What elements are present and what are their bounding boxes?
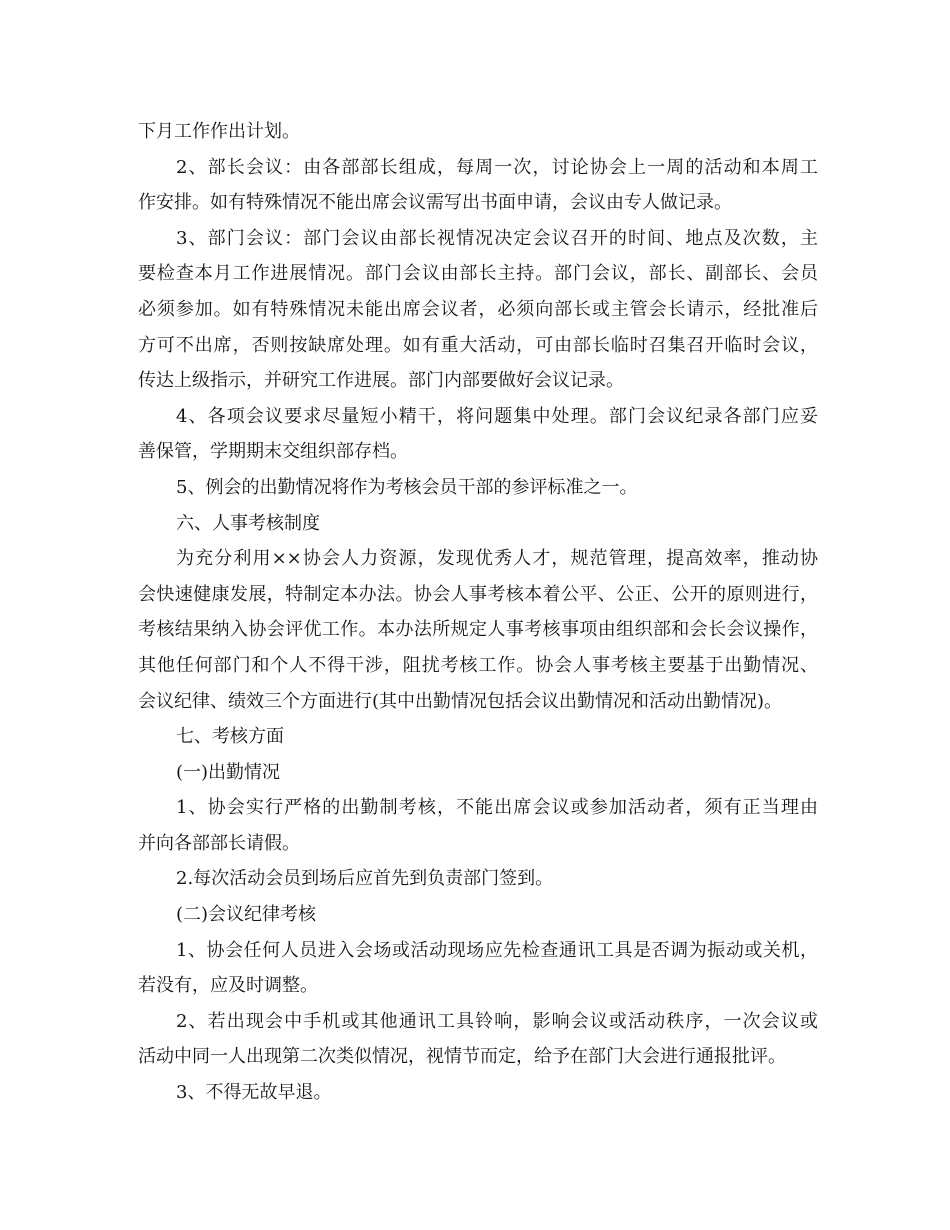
paragraph-line: 1、协会实行严格的出勤制考核，不能出席会议或参加活动者，须有正当理由 <box>176 797 818 819</box>
paragraph-line: 会快速健康发展，特制定本办法。协会人事考核本着公平、公正、公开的原则进行， <box>138 583 818 605</box>
paragraph-line: 2、若出现会中手机或其他通讯工具铃响，影响会议或活动秩序，一次会议或 <box>176 1010 818 1032</box>
paragraph-line: 1、协会任何人员进入会场或活动现场应先检查通讯工具是否调为振动或关机， <box>176 939 818 961</box>
paragraph-line: 若没有，应及时调整。 <box>138 975 318 997</box>
paragraph-line: 4、各项会议要求尽量短小精干，将问题集中处理。部门会议纪录各部门应妥 <box>176 405 818 427</box>
paragraph-line: 下月工作作出计划。 <box>138 121 300 142</box>
paragraph-line: 方可不出席，否则按缺席处理。如有重大活动，可由部长临时召集召开临时会议， <box>138 334 818 356</box>
paragraph-line: 2、部长会议：由各部部长组成，每周一次，讨论协会上一周的活动和本周工 <box>176 156 818 178</box>
paragraph-line: 要检查本月工作进展情况。部门会议由部长主持。部门会议，部长、副部长、会员 <box>138 263 818 285</box>
paragraph-line: 善保管，学期期末交组织部存档。 <box>138 441 408 463</box>
paragraph-line: 其他任何部门和个人不得干涉，阻扰考核工作。协会人事考核主要基于出勤情况、 <box>138 654 818 676</box>
paragraph-line: 2.每次活动会员到场后应首先到负责部门签到。 <box>176 868 554 890</box>
paragraph-line: 会议纪律、绩效三个方面进行(其中出勤情况包括会议出勤情况和活动出勤情况)。 <box>138 690 783 712</box>
paragraph-line: 为充分利用××协会人力资源，发现优秀人才，规范管理，提高效率，推动协 <box>176 548 818 570</box>
paragraph-line: 考核结果纳入协会评优工作。本办法所规定人事考核事项由组织部和会长会议操作， <box>138 619 818 641</box>
paragraph-line: 3、不得无故早退。 <box>176 1082 332 1104</box>
paragraph-line: 作安排。如有特殊情况不能出席会议需写出书面申请，会议由专人做记录。 <box>138 192 732 214</box>
section-heading: 七、考核方面 <box>176 726 284 748</box>
paragraph-line: 传达上级指示，并研究工作进展。部门内部要做好会议记录。 <box>138 370 624 392</box>
section-heading: 六、人事考核制度 <box>176 512 320 534</box>
paragraph-line: 必须参加。如有特殊情况未能出席会议者，必须向部长或主管会长请示，经批准后 <box>138 298 818 320</box>
paragraph-line: 3、部门会议：部门会议由部长视情况决定会议召开的时间、地点及次数，主 <box>176 227 818 249</box>
paragraph-line: 5、例会的出勤情况将作为考核会员干部的参评标准之一。 <box>176 476 638 498</box>
paragraph-line: 并向各部部长请假。 <box>138 832 300 854</box>
document-body <box>138 114 818 1111</box>
paragraph-line: 活动中同一人出现第二次类似情况，视情节而定，给予在部门大会进行通报批评。 <box>138 1046 786 1068</box>
subsection-heading: (二)会议纪律考核 <box>176 904 317 926</box>
subsection-heading: (一)出勤情况 <box>176 761 281 783</box>
